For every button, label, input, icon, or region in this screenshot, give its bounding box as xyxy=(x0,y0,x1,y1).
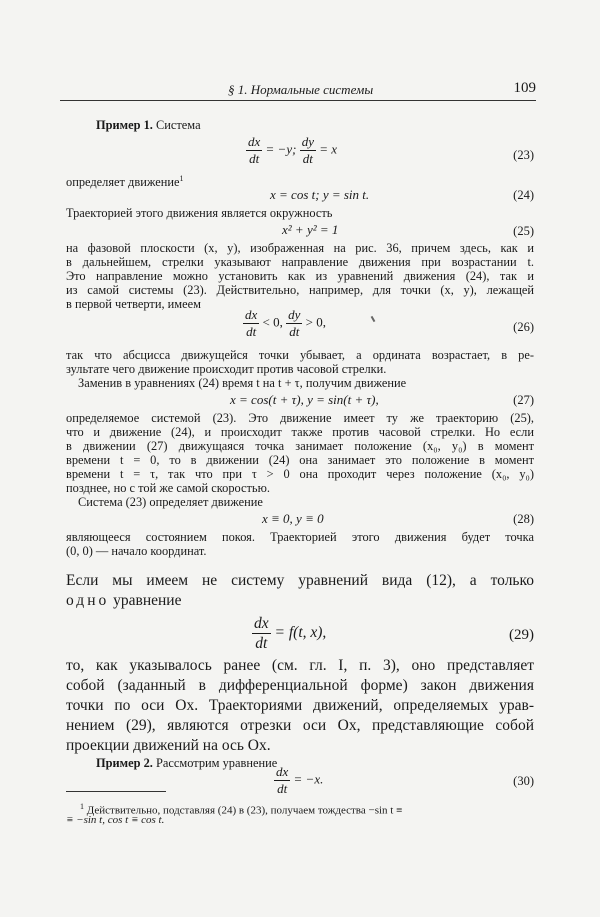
eq23-num1: dx xyxy=(248,134,261,149)
eq25-number: (25) xyxy=(513,224,534,238)
main-para2-line: проекции движений на ось Ox. xyxy=(66,737,271,754)
equation-27: x = cos(t + τ), y = sin(t + τ), xyxy=(230,392,379,407)
footnote-line2: ≡ −sin t, cos t ≡ cos t. xyxy=(66,814,165,826)
para2-line: зультате чего движение происходит против часовой стрелки. xyxy=(66,362,387,376)
eq23-den1: dt xyxy=(249,151,260,166)
eq26-number: (26) xyxy=(513,320,534,334)
main-para2-line: нением (29), являются отрезки оси Ox, представляющие собой xyxy=(66,717,534,734)
stray-mark xyxy=(371,316,376,322)
equation-26 xyxy=(243,307,326,340)
main-para2-line: собой (заданный в дифференциальной форме) закон движения xyxy=(66,677,534,694)
para4-line: времени t = 0, то в движении (24) она занимает это положение в момент xyxy=(66,453,534,467)
eq29-rhs: = f(t, x), xyxy=(274,624,327,642)
eq23-num2: dy xyxy=(301,134,314,149)
example2-heading xyxy=(96,756,564,770)
footnote-marker: 1 xyxy=(179,174,184,183)
example1-label: Пример 1. xyxy=(96,118,153,132)
para1-line: на фазовой плоскости (x, y), изображенная на рис. 36, причем здесь, как и xyxy=(66,241,534,255)
page-number: 109 xyxy=(513,80,536,96)
main-para1-line: Если мы имеем не систему уравнений вида (12), а только xyxy=(66,572,534,589)
eq30-rhs: = −x. xyxy=(293,771,324,787)
para5: Система (23) определяет движение xyxy=(78,495,263,509)
para4-line: позднее, но с той же самой скоростью. xyxy=(66,481,270,495)
eq30-number: (30) xyxy=(513,774,534,788)
example1-intro: Система xyxy=(156,118,201,132)
equation-29 xyxy=(252,614,326,653)
para6-line: (0, 0) — начало координат. xyxy=(66,544,207,558)
para4-line: в движении (27) движущаяся точка занимает положение (x₀, y₀) в момент xyxy=(66,439,534,453)
eq23-mid: = −y; xyxy=(265,141,297,157)
para1-line: из самой системы (23). Действительно, например, для точки (x, y), лежащей xyxy=(66,283,534,297)
para3: Заменив в уравнениях (24) время t на t + τ, получим движение xyxy=(78,376,407,390)
equation-28: x ≡ 0, y ≡ 0 xyxy=(262,511,324,526)
para4-line: времени t = τ, так что при τ > 0 она проходит через положение (x₀, y₀) xyxy=(66,467,534,481)
eq23-end: = x xyxy=(319,141,338,157)
footnote-line1: $^1$ Действительно, подставляя (24) в (23), получаем тождества −sin t ≡ xyxy=(80,802,403,817)
equation-25: x² + y² = 1 xyxy=(282,222,339,237)
eq24-number: (24) xyxy=(513,188,534,202)
eq23-number: (23) xyxy=(513,148,534,162)
eq30-num: dx xyxy=(276,764,289,779)
header-title: § 1. Нормальные системы xyxy=(228,82,374,97)
equation-23 xyxy=(246,134,337,167)
eq26-mid: < 0, xyxy=(262,314,283,330)
main-para2-line: точки по оси Ox. Траекториями движений, определяемых урав- xyxy=(66,697,534,714)
main-para2-line: то, как указывалось ранее (см. гл. I, п. 3), оно представляет xyxy=(66,657,534,674)
eq26-num1: dx xyxy=(245,307,258,322)
eq26-den2: dt xyxy=(289,324,300,339)
para4-line: определяемое системой (23). Это движение имеет ту же траекторию (25), xyxy=(66,411,534,425)
example1-heading xyxy=(96,118,564,132)
para1-line: в первой четверти, имеем xyxy=(66,297,201,311)
equation-24: x = cos t; y = sin t. xyxy=(270,187,370,202)
eq29-num: dx xyxy=(254,615,269,632)
running-header xyxy=(60,80,536,101)
para1-line: Это направление можно установить как из уравнений движения (24), так и xyxy=(66,269,534,283)
eq29-den: dt xyxy=(255,635,268,652)
example1-line3: Траекторией этого движения является окружность xyxy=(66,206,333,220)
eq26-den1: dt xyxy=(246,324,257,339)
eq28-number: (28) xyxy=(513,512,534,526)
eq27-number: (27) xyxy=(513,393,534,407)
para1-line: в дальнейшем, стрелки указывают направление движения при возрастании t. xyxy=(66,255,534,269)
footnote-rule xyxy=(66,791,166,792)
example2-text: Рассмотрим уравнение xyxy=(156,756,278,770)
equation-30 xyxy=(274,764,323,797)
eq26-num2: dy xyxy=(288,307,301,322)
eq23-den2: dt xyxy=(302,151,313,166)
example1-line2: определяет движение$^1$ xyxy=(66,174,184,190)
para6-line: являющееся состоянием покоя. Траекторией этого движения будет точка xyxy=(66,530,534,544)
eq29-number: (29) xyxy=(509,627,534,643)
para2-line: так что абсцисса движущейся точки убывает, а ордината возрастает, в ре- xyxy=(66,348,534,362)
main-para1-line2: одно уравнение xyxy=(66,592,182,609)
example2-label: Пример 2. xyxy=(96,756,153,770)
para4-line: что и движение (24), и происходит также против часовой стрелки. Но если xyxy=(66,425,534,439)
eq26-end: > 0, xyxy=(305,314,326,330)
eq30-den: dt xyxy=(277,781,288,796)
